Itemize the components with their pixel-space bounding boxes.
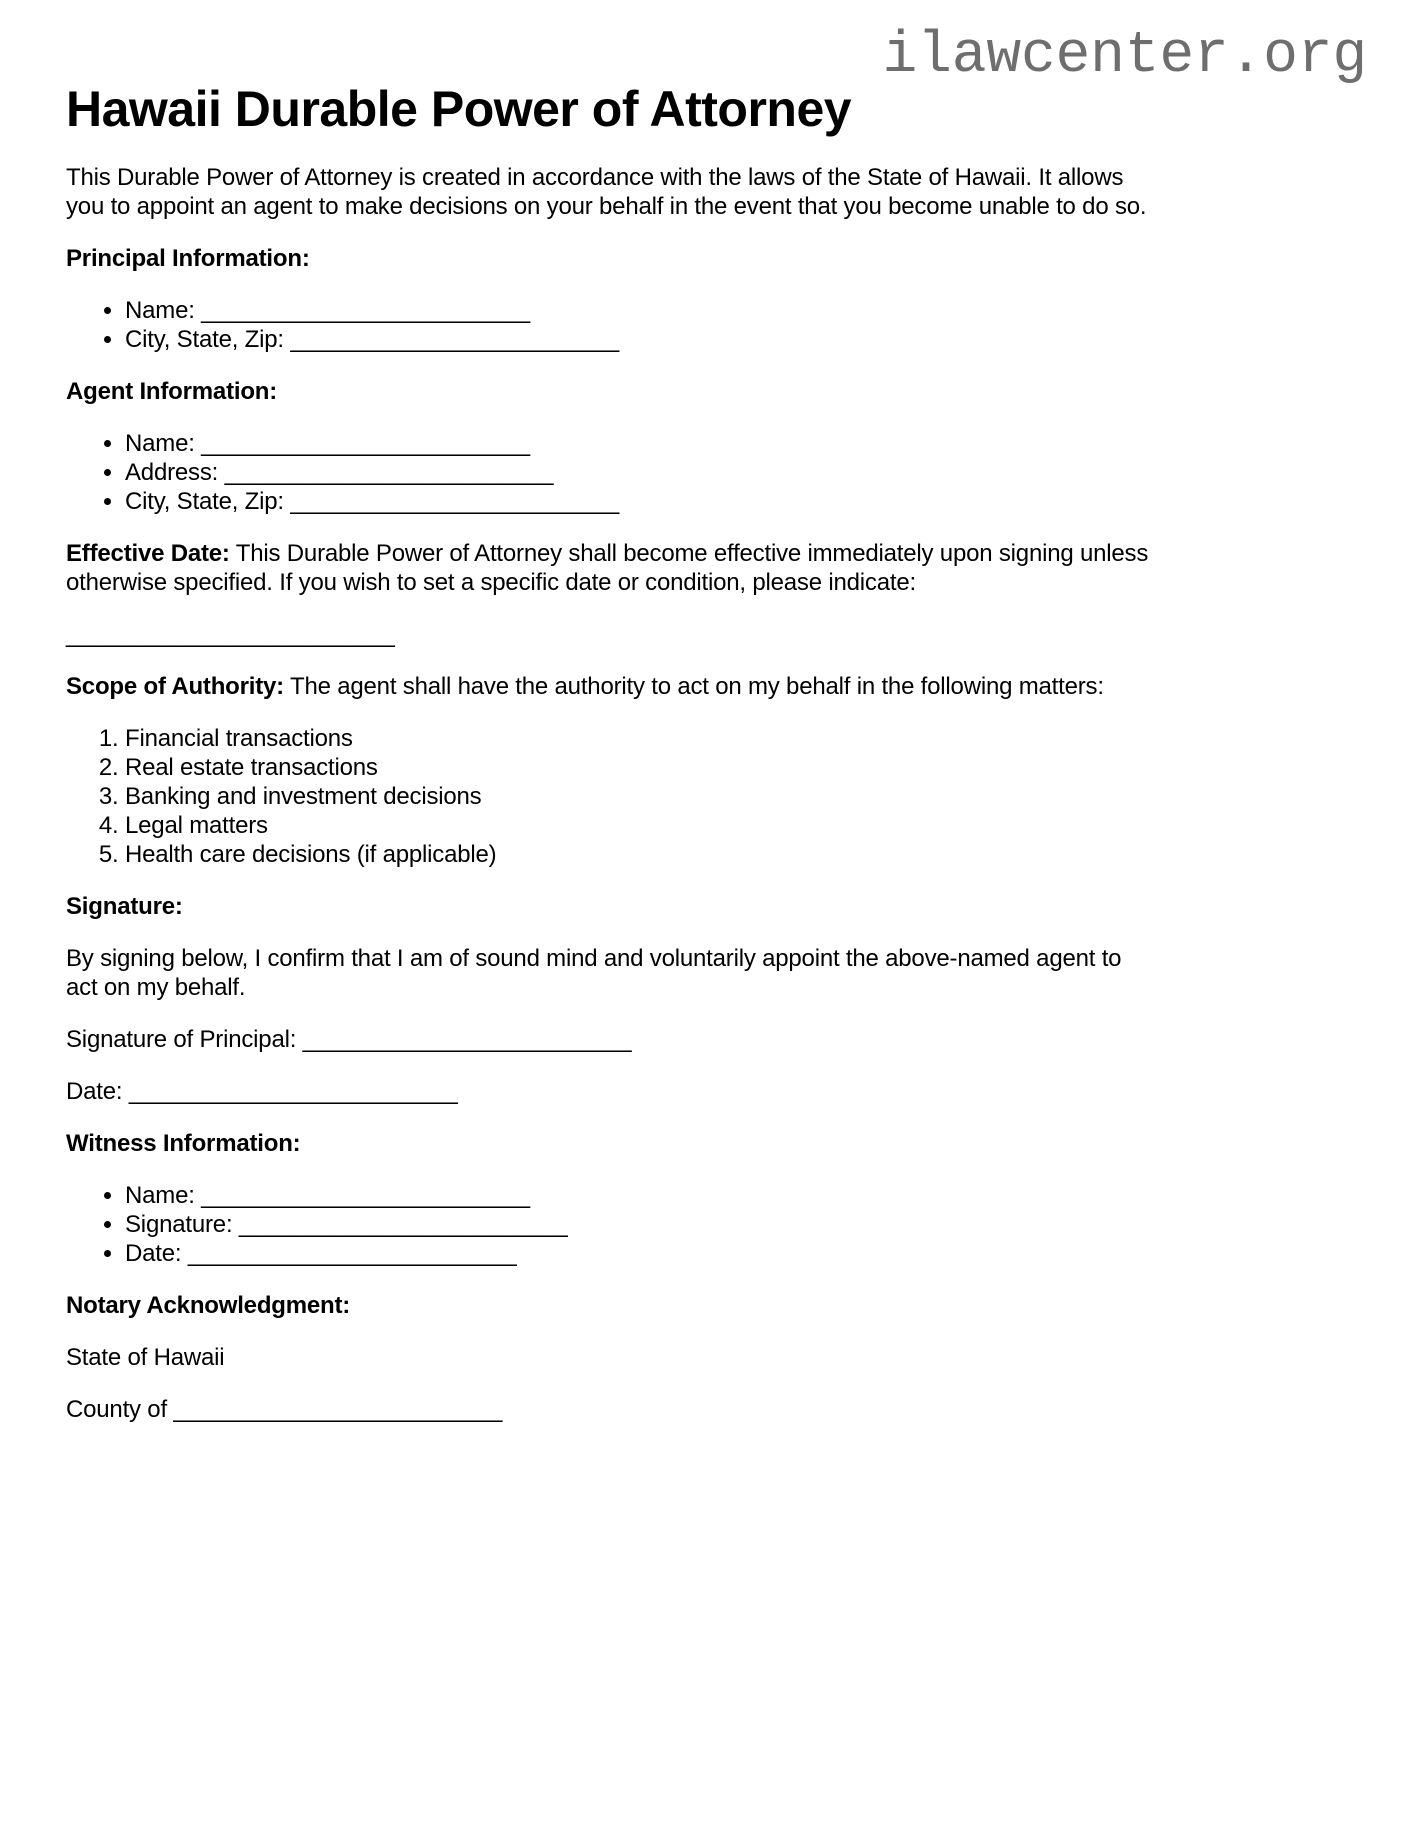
agent-name-label: Name: <box>125 430 195 457</box>
witness-signature-label: Signature: <box>125 1211 233 1238</box>
signature-date-blank: _________________________ <box>128 1078 458 1105</box>
agent-name-item <box>125 429 1157 458</box>
scope-paragraph <box>66 672 1157 701</box>
signature-confirmation-paragraph: By signing below, I confirm that I am of sound mind and voluntarily appoint the above-named agent to act on my behalf. <box>66 945 1122 1001</box>
witness-fields-list <box>66 1181 1157 1268</box>
witness-name-item <box>125 1181 1157 1210</box>
witness-name-blank: _________________________ <box>201 1182 530 1209</box>
witness-date-blank: _________________________ <box>187 1240 517 1267</box>
signature-date-label: Date: <box>66 1078 123 1105</box>
agent-address-item <box>125 458 1157 487</box>
scope-item-legal <box>125 811 1157 840</box>
effective-date-blank: _________________________ <box>66 621 395 648</box>
scope-item-financial-text: Financial transactions <box>125 725 353 752</box>
scope-items-list <box>66 724 1157 869</box>
signature-date-line <box>66 1077 1157 1106</box>
agent-name-blank: _________________________ <box>201 430 530 457</box>
signature-heading: Signature: <box>66 893 183 920</box>
witness-signature-item <box>125 1210 1157 1239</box>
witness-signature-blank: _________________________ <box>238 1211 568 1238</box>
principal-city-state-zip-blank: _________________________ <box>290 326 620 353</box>
agent-city-state-zip-label: City, State, Zip: <box>125 488 284 515</box>
witness-date-item <box>125 1239 1157 1268</box>
scope-item-banking <box>125 782 1157 811</box>
intro-paragraph: This Durable Power of Attorney is created in accordance with the laws of the State of Hawaii. It allows you to appoint an agent to make decisions on your behalf in the event that you become unable to do so. <box>66 164 1147 220</box>
scope-text: The agent shall have the authority to act on my behalf in the following matters: <box>290 673 1104 700</box>
scope-item-legal-text: Legal matters <box>125 812 268 839</box>
scope-item-health-care-text: Health care decisions (if applicable) <box>125 841 497 868</box>
principal-heading: Principal Information: <box>66 245 310 272</box>
effective-date-blank-line <box>66 620 1157 649</box>
scope-label: Scope of Authority: <box>66 673 284 700</box>
scope-item-banking-text: Banking and investment decisions <box>125 783 482 810</box>
principal-city-state-zip-item <box>125 325 1157 354</box>
principal-city-state-zip-label: City, State, Zip: <box>125 326 284 353</box>
signature-of-principal-line <box>66 1025 1157 1054</box>
agent-address-blank: _________________________ <box>224 459 554 486</box>
principal-name-label: Name: <box>125 297 195 324</box>
signature-of-principal-blank: _________________________ <box>302 1026 632 1053</box>
notary-state-line: State of Hawaii <box>66 1344 225 1371</box>
scope-item-health-care <box>125 840 1157 869</box>
effective-date-label: Effective Date: <box>66 540 230 567</box>
agent-city-state-zip-item <box>125 487 1157 516</box>
notary-county-blank: _________________________ <box>173 1396 503 1423</box>
notary-county-line <box>66 1395 1157 1424</box>
scope-item-financial <box>125 724 1157 753</box>
effective-date-text: This Durable Power of Attorney shall become effective immediately upon signing unless otherwise specified. If you wish to set a specific date or condition, please indicate: <box>66 540 1149 596</box>
agent-city-state-zip-blank: _________________________ <box>290 488 620 515</box>
notary-heading: Notary Acknowledgment: <box>66 1292 351 1319</box>
notary-county-label: County of <box>66 1396 167 1423</box>
agent-fields-list <box>66 429 1157 516</box>
agent-address-label: Address: <box>125 459 219 486</box>
site-watermark: ilawcenter.org <box>882 24 1367 89</box>
document-title: Hawaii Durable Power of Attorney <box>66 81 852 137</box>
scope-item-real-estate-text: Real estate transactions <box>125 754 378 781</box>
witness-date-label: Date: <box>125 1240 182 1267</box>
principal-name-blank: _________________________ <box>201 297 530 324</box>
agent-heading: Agent Information: <box>66 378 278 405</box>
witness-heading: Witness Information: <box>66 1130 301 1157</box>
witness-name-label: Name: <box>125 1182 195 1209</box>
principal-fields-list <box>66 296 1157 354</box>
scope-item-real-estate <box>125 753 1157 782</box>
principal-name-item <box>125 296 1157 325</box>
effective-date-paragraph <box>66 539 1157 597</box>
signature-of-principal-label: Signature of Principal: <box>66 1026 297 1053</box>
